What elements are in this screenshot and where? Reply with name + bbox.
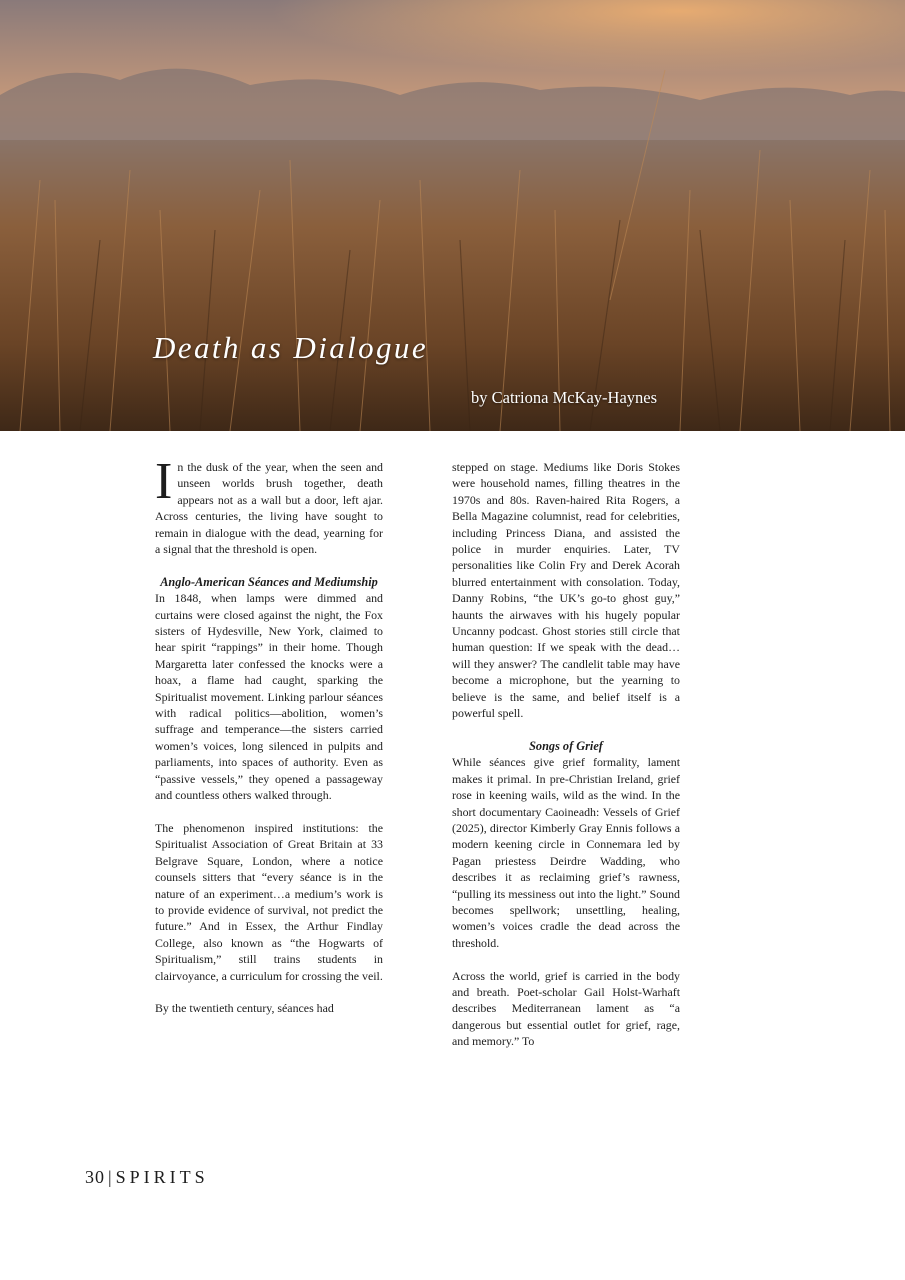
text-column-left <box>155 453 383 1017</box>
meadow-image <box>0 0 905 431</box>
intro-paragraph <box>155 453 383 557</box>
hero-image <box>0 0 905 431</box>
intro-text: n the dusk of the year, when the seen and unseen worlds brush together, death appears not as a wall but a door, left ajar. Across centuries, the living have sought to remain in dialogue with the dead, yearning for a signal that the threshold is open. <box>155 460 383 557</box>
drop-cap: I <box>155 453 173 510</box>
paragraph-continued: stepped on stage. Mediums like Doris Stokes were household names, filling theatres in the 1970s and 80s. Raven-haired Rita Rogers, a Bella Magazine columnist, read for celebrities, including Princess Diana, and assisted the police in murder enquiries. Later, TV personalities like Colin Fry and Derek Acorah blurred entertainment with consolation. Today, Danny Robins, “the UK’s go-to ghost guy,” haunts the airwaves with his hugely popular Uncanny podcast. Ghost stories still circle that human question: If we speak with the dead…will they answer? The candlelit table may have become a microphone, but the yearning to believe is the same, and belief itself is a powerful spell. <box>452 460 680 721</box>
footer-separator: | <box>108 1167 113 1187</box>
paragraph: Across the world, grief is carried in the body and breath. Poet-scholar Gail Holst-Warhaft describes Mediterranean lament as “a dangerous but essential outlet for grief, rage, and memory.” To <box>452 968 680 1049</box>
page-footer <box>85 1167 209 1188</box>
section-heading-seances: Anglo-American Séances and Mediumship <box>160 574 378 589</box>
paragraph: While séances give grief formality, lament makes it primal. In pre-Christian Ireland, grief rose in keening wails, wild as the wind. In the short documentary Caoineadh: Vessels of Grief (2025), director Kimberly Gray Ennis follows a modern keening circle in Connemara led by Pagan priestess Deirdre Wadding, who describes it as reclaiming grief’s rawness, “pulling its messiness out into the light.” Sound becomes spellwork; unsettling, healing, women’s voices cradle the dead across the threshold. <box>452 755 680 950</box>
paragraph: By the twentieth century, séances had <box>155 1001 334 1016</box>
paragraph: The phenomenon inspired institutions: the Spiritualist Association of Great Britain at 33 Belgrave Square, London, where a notice counsels sitters that “every séance is in the nature of an experiment…a medium’s work is to provide evidence of survival, not predict the future.” And in Essex, the Arthur Findlay College, also known as “the Hogwarts of Spiritualism,” still trains students in clairvoyance, a curriculum for crossing the veil. <box>155 820 383 983</box>
paragraph: In 1848, when lamps were dimmed and curtains were closed against the night, the Fox sisters of Hydesville, New York, claimed to hear spirit “rappings” in their home. Though Margaretta later confessed the knocks were a hoax, a flame had caught, sparking the Spiritualist movement. Linking parlour séances with radical politics—abolition, women’s suffrage and temperance—the sisters carried women’s voices, long silenced in pulpits and parliaments, into spaces of authority. Even as “passive vessels,” they opened a passageway and countless others walked through. <box>155 591 383 803</box>
magazine-name: SPIRITS <box>115 1167 209 1187</box>
byline: by Catriona McKay-Haynes <box>471 388 658 407</box>
section-heading-songs-of-grief: Songs of Grief <box>529 738 603 753</box>
article-title: Death as Dialogue <box>153 330 428 365</box>
page-number: 30 <box>85 1167 105 1187</box>
text-column-right <box>452 459 680 1050</box>
